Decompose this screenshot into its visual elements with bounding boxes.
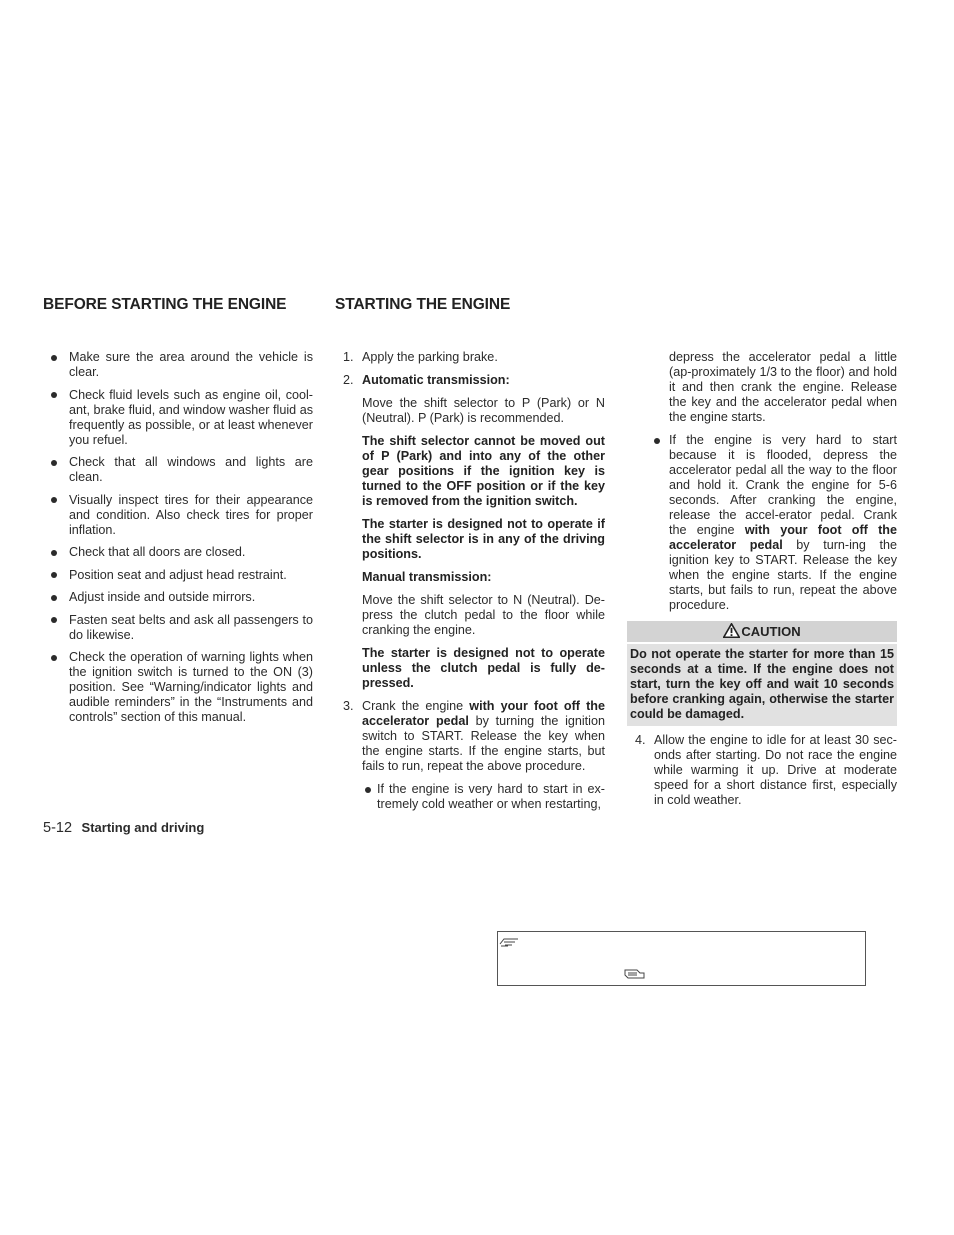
step-number: 4.: [635, 733, 646, 747]
step-3-sub-bullet: [335, 782, 605, 812]
warning-text: The starter is designed not to operate unless the clutch pedal is fully de-pressed.: [362, 646, 605, 690]
step-number: 3.: [343, 699, 354, 713]
step-2: [335, 373, 605, 388]
list-item-text: If the engine is very hard to start because it is flooded, depress the accelerator pedal all the way to the floor and hold it. Crank the engine for 5-6 seconds. After cranking the engine, release the accel-erator pedal. Crank the engine: [669, 433, 897, 537]
list-item: Check that all doors are closed.: [43, 545, 313, 560]
paragraph-text: Move the shift selector to N (Neutral). De-press the clutch pedal to the floor while cranking the engine.: [362, 593, 605, 637]
step-text-bold: with your foot off the accelerator pedal: [362, 699, 605, 728]
warning-text: The shift selector cannot be moved out of P (Park) and into any of the other gear positions if the ignition key is turned to the OFF position or if the key is removed from the ignition switch.: [362, 434, 605, 508]
paragraph: [627, 350, 897, 425]
step-number: 2.: [343, 373, 354, 387]
paragraph: [335, 593, 605, 638]
starting-procedure-continued: [627, 350, 897, 808]
caution-text: Do not operate the starter for more than 15 seconds at a time. If the engine does not start, turn the key off and wait 10 seconds before cranking again, otherwise the starter could be damaged.: [627, 644, 897, 726]
paragraph: [335, 396, 605, 426]
step-text: by turning the ignition switch to START. Release the key when the engine starts. If the engine starts, but fails to run, repeat the above procedure.: [362, 714, 605, 773]
step-number: 1.: [343, 350, 354, 364]
pointing-hand-icon: [499, 935, 521, 947]
page-footer: [43, 820, 204, 836]
warning-triangle-icon: [723, 623, 740, 638]
warning-paragraph: [335, 646, 605, 691]
warning-paragraph: [335, 517, 605, 562]
caution-title: CAUTION: [741, 624, 801, 639]
subheading: [335, 570, 605, 585]
page-number: 5-12: [43, 820, 73, 836]
caution-box: [627, 621, 897, 726]
list-item: Visually inspect tires for their appearance and condition. Also check tires for proper inflation.: [43, 493, 313, 538]
footer-section-title: Starting and driving: [81, 820, 205, 835]
caution-header: [627, 621, 897, 642]
list-item: Adjust inside and outside mirrors.: [43, 590, 313, 605]
pointing-hand-icon: [624, 967, 646, 979]
step-title: Automatic transmission:: [362, 373, 510, 387]
paragraph-text: Move the shift selector to P (Park) or N (Neutral). P (Park) is recommended.: [362, 396, 605, 425]
step-4: [627, 733, 897, 808]
list-item: [627, 433, 897, 613]
list-item-text: by turn-ing the ignition key to START. Release the key when the engine starts. If the engine starts, but fails to run, repeat the above procedure.: [669, 538, 897, 612]
list-item: [362, 782, 605, 812]
list-item-text: If the engine is very hard to start in ex-tremely cold weather or when restarting,: [377, 782, 605, 811]
section-heading-before-starting: BEFORE STARTING THE ENGINE: [43, 296, 287, 313]
list-item: Check that all windows and lights are clean.: [43, 455, 313, 485]
before-starting-list: [43, 350, 313, 733]
bullet-icon: [365, 787, 371, 793]
list-item: Fasten seat belts and ask all passengers to do likewise.: [43, 613, 313, 643]
note-box: [497, 931, 866, 986]
step-text: Crank the engine: [362, 699, 470, 713]
step-text: Apply the parking brake.: [362, 350, 498, 364]
step-3: [335, 699, 605, 774]
list-item: Make sure the area around the vehicle is clear.: [43, 350, 313, 380]
warning-text: The starter is designed not to operate if the shift selector is in any of the driving positions.: [362, 517, 605, 561]
section-heading-starting: STARTING THE ENGINE: [335, 296, 511, 313]
list-item-text-bold: with your foot off the accelerator pedal: [669, 523, 897, 552]
list-item: Check the operation of warning lights when the ignition switch is turned to the ON (3) position. See “Warning/indicator lights and audible reminders” in the “Instruments and controls” section of this manual.: [43, 650, 313, 725]
bullet-icon: [654, 438, 660, 444]
step-1: [335, 350, 605, 365]
list-item: Position seat and adjust head restraint.: [43, 568, 313, 583]
paragraph-text: depress the accelerator pedal a little (ap-proximately 1/3 to the floor) and hold it and then crank the engine. Release the key and the accelerator pedal when the engine starts.: [669, 350, 897, 424]
list-item: Check fluid levels such as engine oil, cool-ant, brake fluid, and window washer fluid as frequently as possible, or at least whenever you refuel.: [43, 388, 313, 448]
warning-paragraph: [335, 434, 605, 509]
step-text: Allow the engine to idle for at least 30 sec-onds after starting. Do not race the engine while warming it up. Drive at moderate speed for a short distance first, especially in cold weather.: [654, 733, 897, 807]
subheading-text: Manual transmission:: [362, 570, 492, 584]
starting-procedure: [335, 350, 605, 812]
